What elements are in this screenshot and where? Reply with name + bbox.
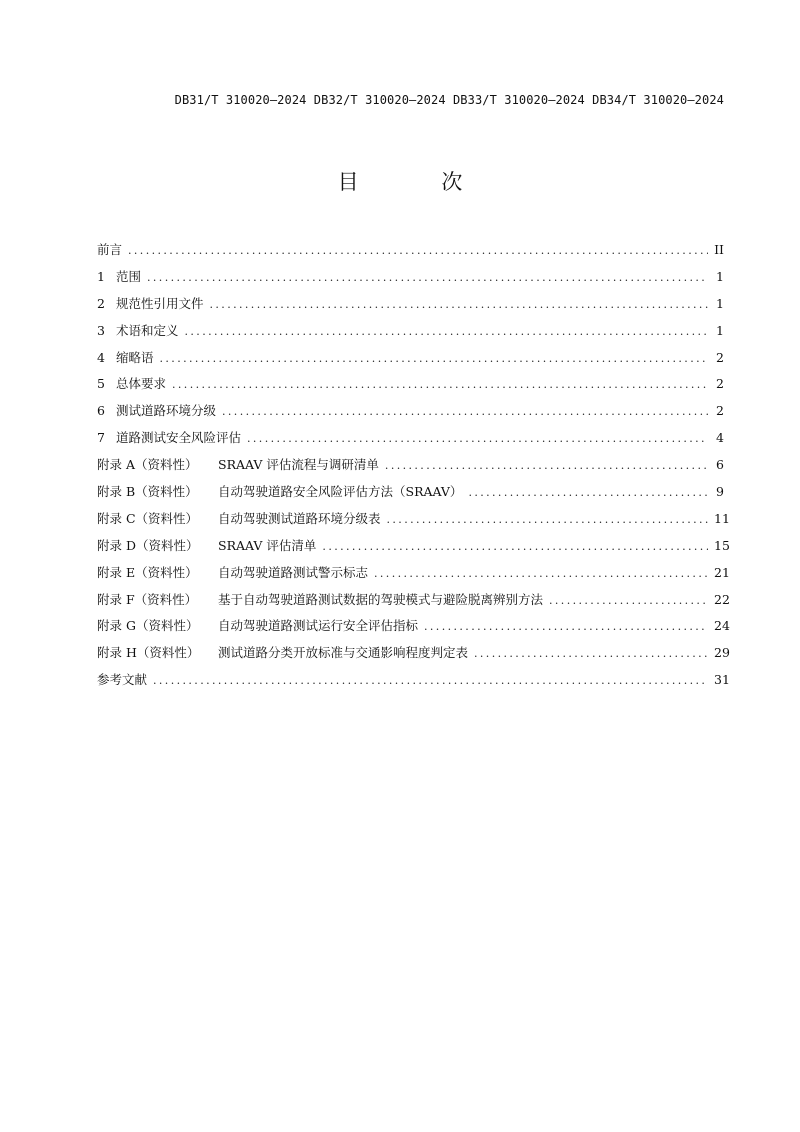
toc-entry[interactable] [97,267,724,294]
toc-entry-label: 缩略语 [116,349,154,365]
toc-entry-appendix: 附录 E（资料性） [97,564,198,580]
toc-entry-number: 4 [97,349,105,365]
toc-entry-number: 6 [97,403,105,419]
toc-entry-leader-dots [128,244,708,257]
toc-entry-leader-dots [322,540,708,553]
toc-entry[interactable] [97,321,724,348]
toc-entry-number: 3 [97,322,105,338]
toc-entry-leader-dots [474,647,708,660]
toc-entry-page: 2 [716,349,724,365]
toc-entry[interactable] [97,536,730,563]
toc-entry-leader-dots [387,513,708,526]
toc-entry-page: 11 [714,510,730,526]
toc-entry-label: 规范性引用文件 [116,295,204,311]
toc-entry-label: 范围 [116,268,142,284]
toc-entry-appendix: 附录 A（资料性） [97,457,198,473]
toc-entry[interactable] [97,482,724,509]
toc-entry-label: 测试道路分类开放标准与交通影响程度判定表 [218,645,469,661]
toc-title: 目 次 [337,170,501,194]
toc-entry-page: 21 [714,564,730,580]
toc-entry-page: 24 [714,618,730,634]
toc-entry-leader-dots [222,405,708,418]
toc-entry-leader-dots [374,567,708,580]
toc-entry-appendix: 附录 G（资料性） [97,618,199,634]
toc-entry-label: 基于自动驾驶道路测试数据的驾驶模式与避险脱离辨别方法 [218,591,544,607]
toc-entry-label: 自动驾驶测试道路环境分级表 [218,510,381,526]
toc-entry-page: 22 [714,591,730,607]
toc-entry-label: 前言 [97,242,123,257]
toc-entry-appendix: 附录 D（资料性） [97,537,199,553]
toc-entry-appendix: 附录 F（资料性） [97,591,198,607]
toc-entry-page: 15 [714,537,730,553]
toc-entry-label: 参考文献 [97,672,148,688]
toc-entry[interactable] [97,455,724,482]
toc-entry-page: 1 [716,268,724,284]
toc-entry-label: 自动驾驶道路安全风险评估方法（SRAAV） [218,484,463,500]
toc-entry-leader-dots [147,271,708,284]
toc-entry[interactable] [97,670,730,697]
toc-entry-label: 道路测试安全风险评估 [116,430,242,446]
toc-entry-leader-dots [468,486,708,499]
toc-entry-page: 1 [716,295,724,311]
toc-entry-leader-dots [160,352,708,365]
toc-entry-leader-dots [210,298,708,311]
toc-entry-appendix: 附录 H（资料性） [97,645,200,661]
table-of-contents [97,240,730,697]
toc-entry-number: 2 [97,295,105,311]
toc-entry[interactable] [97,240,724,267]
toc-entry-appendix: 附录 C（资料性） [97,510,199,526]
toc-entry-leader-dots [172,378,708,391]
toc-entry-leader-dots [247,432,708,445]
toc-entry[interactable] [97,428,724,455]
toc-entry[interactable] [97,348,724,375]
toc-entry-page: 4 [716,430,724,446]
toc-entry[interactable] [97,509,730,536]
toc-entry-leader-dots [385,459,708,472]
toc-entry-page: 2 [716,403,724,419]
toc-entry-page: 1 [716,322,724,338]
toc-entry-label: 测试道路环境分级 [116,403,217,419]
toc-entry-page: 29 [714,645,730,661]
toc-entry-number: 1 [97,268,105,284]
toc-entry-leader-dots [424,620,708,633]
toc-entry-label: 自动驾驶道路测试运行安全评估指标 [218,618,419,634]
toc-entry[interactable] [97,590,730,617]
toc-entry[interactable] [97,616,730,643]
toc-entry[interactable] [97,563,730,590]
toc-entry-page: 6 [716,457,724,473]
toc-entry[interactable] [97,294,724,321]
toc-entry-label: SRAAV 评估清单 [218,537,317,553]
toc-entry-leader-dots [549,594,708,607]
toc-entry-leader-dots [185,325,708,338]
standard-codes-header: DB31/T 310020—2024 DB32/T 310020—2024 DB33/T 310020—2024 DB34/T 310020—2024 [174,93,724,107]
toc-entry-number: 5 [97,376,105,392]
toc-entry-number: 7 [97,430,105,446]
toc-entry-page: II [714,242,724,257]
toc-entry-leader-dots [153,674,708,687]
toc-entry-page: 2 [716,376,724,392]
toc-entry-label: SRAAV 评估流程与调研清单 [218,457,379,473]
toc-entry[interactable] [97,401,724,428]
toc-entry[interactable] [97,374,724,401]
toc-entry-label: 自动驾驶道路测试警示标志 [218,564,369,580]
toc-entry-appendix: 附录 B（资料性） [97,484,198,500]
toc-entry-page: 31 [714,672,730,688]
toc-entry-label: 总体要求 [116,376,167,392]
toc-entry-page: 9 [716,484,724,500]
toc-entry-label: 术语和定义 [116,322,179,338]
toc-entry[interactable] [97,643,730,670]
